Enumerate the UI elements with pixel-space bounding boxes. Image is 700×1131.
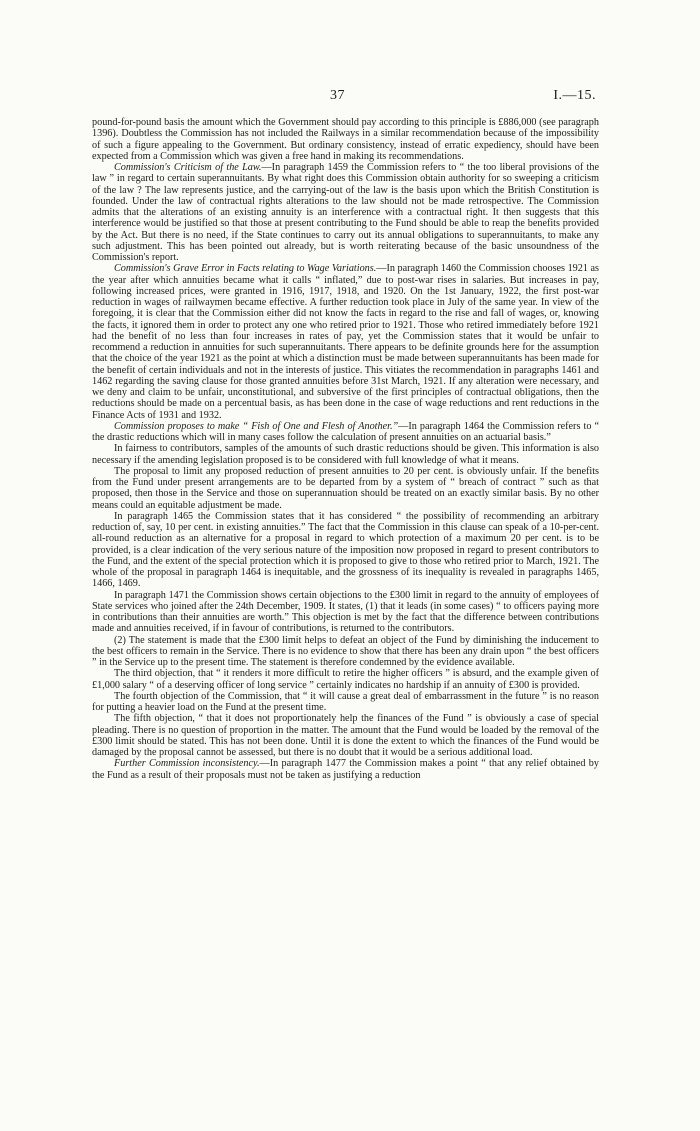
paragraph (92, 117, 599, 162)
paragraph (92, 713, 599, 758)
paragraph (92, 263, 599, 421)
body-text (92, 117, 599, 781)
paragraph (92, 691, 599, 714)
page-header (0, 88, 700, 104)
paragraph (92, 511, 599, 590)
paragraph-text: —In paragraph 1460 the Commission chooses 1921 as the year after which annuities became what it calls “ inflated,” due to post-war rises in salaries. But increases in pay, following increased prices, were granted in 1916, 1917, 1918, and 1920. On the 1st January, 1922, the first post-war reduction in wages of railwaymen became effective. A further reduction took place in July of the same year. In view of the foregoing, it is clear that the Commission either did not know the facts in regard to the rise and fall of wages, or, knowing the facts, it ignored them in order to protect any one who retired prior to 1921. Those who retired immediately before 1921 had the benefit of no less than four increases in rates of pay, yet the Commission states that it would be unfair to recommend a reduction in annuities for such superannuitants. There appears to be definite grounds here for the assumption that the choice of the year 1921 as the point at which a distinction must be made between superannuitants has been made for the benefit of certain individuals and not in the interests of justice. This vitiates the recommendation in paragraphs 1461 and 1462 regarding the saving clause for those granted annuities before 31st March, 1921. If any alteration were necessary, and we deny and claim to be unfair, unconstitutional, and subversive of the first principles of contractual obligations, then the reductions should be made on a percentual basis, as has been done in the case of wage reductions and rent reductions in the Finance Acts of 1931 and 1932. (92, 263, 599, 421)
paragraph (92, 668, 599, 691)
paragraph (92, 758, 599, 781)
paragraph (92, 162, 599, 263)
paragraph-text: The third objection, that “ it renders it more difficult to retire the higher officers ” is absurd, and the example given of £1,000 salary “ of a deserving officer of long service ” certainly indicates no hardship if an annuity of £300 is provided. (92, 668, 599, 691)
section-heading: Further Commission inconsistency. (114, 758, 260, 770)
paragraph-text: In paragraph 1471 the Commission shows certain objections to the £300 limit in regard to the annuity of employees of State services who joined after the 24th December, 1909. It states, (1) that it leads (in some cases) “ to officers paying more in contributions than their annuities are worth.” This objection is met by the fact that the difference between contributions made and annuities received, if in favour of contributions, is returned to the contributors. (92, 589, 599, 635)
page-number: 37 (330, 88, 345, 103)
paragraph-text: (2) The statement is made that the £300 limit helps to defeat an object of the Fund by diminishing the inducement to the best officers to remain in the Service. There is no evidence to show that there has been any drain upon “ the best officers ” in the Service up to the present time. The statement is therefore condemned by the evidence available. (92, 634, 599, 668)
paragraph (92, 635, 599, 669)
section-heading: Commission's Criticism of the Law. (114, 162, 262, 173)
paragraph-text: —In paragraph 1477 the Commission makes a point “ that any relief obtained by the Fund as a result of their proposals must not be taken as justifying a reduction (92, 758, 599, 781)
paragraph-text: In paragraph 1465 the Commission states that it has considered “ the possibility of recommending an arbitrary reduction of, say, 10 per cent. in existing annuities.” The fact that the Commission in this clause can speak of a 10-per-cent. all-round reduction as an alternative for a proposal in regard to which protection of a maximum 20 per cent. is to be provided, is a clear indication of the very serious nature of the imposition now proposed in regard to present contributors to the Fund, and the extent of the special protection which it is proposed to give to those who retired prior to March, 1921. The whole of the proposal in paragraph 1464 is inequitable, and the grossness of its inequality is revealed in paragraphs 1465, 1466, 1469. (92, 510, 599, 590)
section-heading: Commission's Grave Error in Facts relating to Wage Variations. (114, 263, 377, 275)
section-heading: Commission proposes to make “ Fish of One and Flesh of Another.” (114, 420, 399, 432)
paragraph (92, 421, 599, 444)
paragraph (92, 443, 599, 466)
paragraph-text: —In paragraph 1464 the Commission refers to “ the drastic reductions which will in many cases follow the calculation of present annuities on an actuarial basis.” (92, 420, 599, 443)
paragraph (92, 466, 599, 511)
paragraph (92, 590, 599, 635)
paragraph-text: —In paragraph 1459 the Commission refers to “ the too liberal provisions of the law ” in regard to certain superannuitants. By what right does this Commission obtain authority for so sweeping a criticism of the law ? The law represents justice, and the carrying-out of the law is the basis upon which the British Constitution is founded. Under the law of contractual rights alterations to the law should not be made retrospective. The Commission admits that the alterations of an existing annuity is an interference with a contractual right. It then suggests that this interference would be justified so that those at present contributing to the Fund should be able to reap the benefits provided by the Act. But there is no need, if the State continues to carry out its annual obligations to superannuitants, to make any such adjustment. This has been pointed out already, but is worth reiterating because of the basic unsoundness of the Commission's report. (92, 162, 599, 263)
paragraph-text: The fifth objection, “ that it does not proportionately help the finances of the Fund ” is obviously a case of special pleading. There is no question of proportion in the matter. The amount that the Fund would be loaded by the removal of the £300 limit should be stated. This has not been done. Until it is done the extent to which the finances of the Fund would be damaged by the proposal cannot be assessed, but there is no doubt that it would be a serious additional load. (92, 713, 599, 758)
paragraph-text: pound-for-pound basis the amount which the Government should pay according to this principle is £886,000 (see paragraph 1396). Doubtless the Commission has not included the Railways in a similar recommendation because of the impossibility of such a figure appealing to the Government. But ordinary consistency, instead of erratic expediency, should have been expected from a Commission which was given a free hand in making its recommendations. (92, 117, 599, 162)
paragraph-text: In fairness to contributors, samples of the amounts of such drastic reductions should be given. This information is also necessary if the amending legislation proposed is to be considered with full knowledge of what it means. (92, 443, 599, 466)
paragraph-text: The proposal to limit any proposed reduction of present annuities to 20 per cent. is obviously unfair. If the benefits from the Fund under present arrangements are to be departed from by a system of “ breach of contract ” such as that proposed, then those in the Service and those on superannuation should be treated on an exactly similar basis. By no other means could an equitable adjustment be made. (92, 465, 599, 511)
document-reference: I.—15. (553, 88, 596, 103)
paragraph-text: The fourth objection of the Commission, that “ it will cause a great deal of embarrassment in the future ” is no reason for putting a heavier load on the Fund at the present time. (92, 690, 599, 713)
